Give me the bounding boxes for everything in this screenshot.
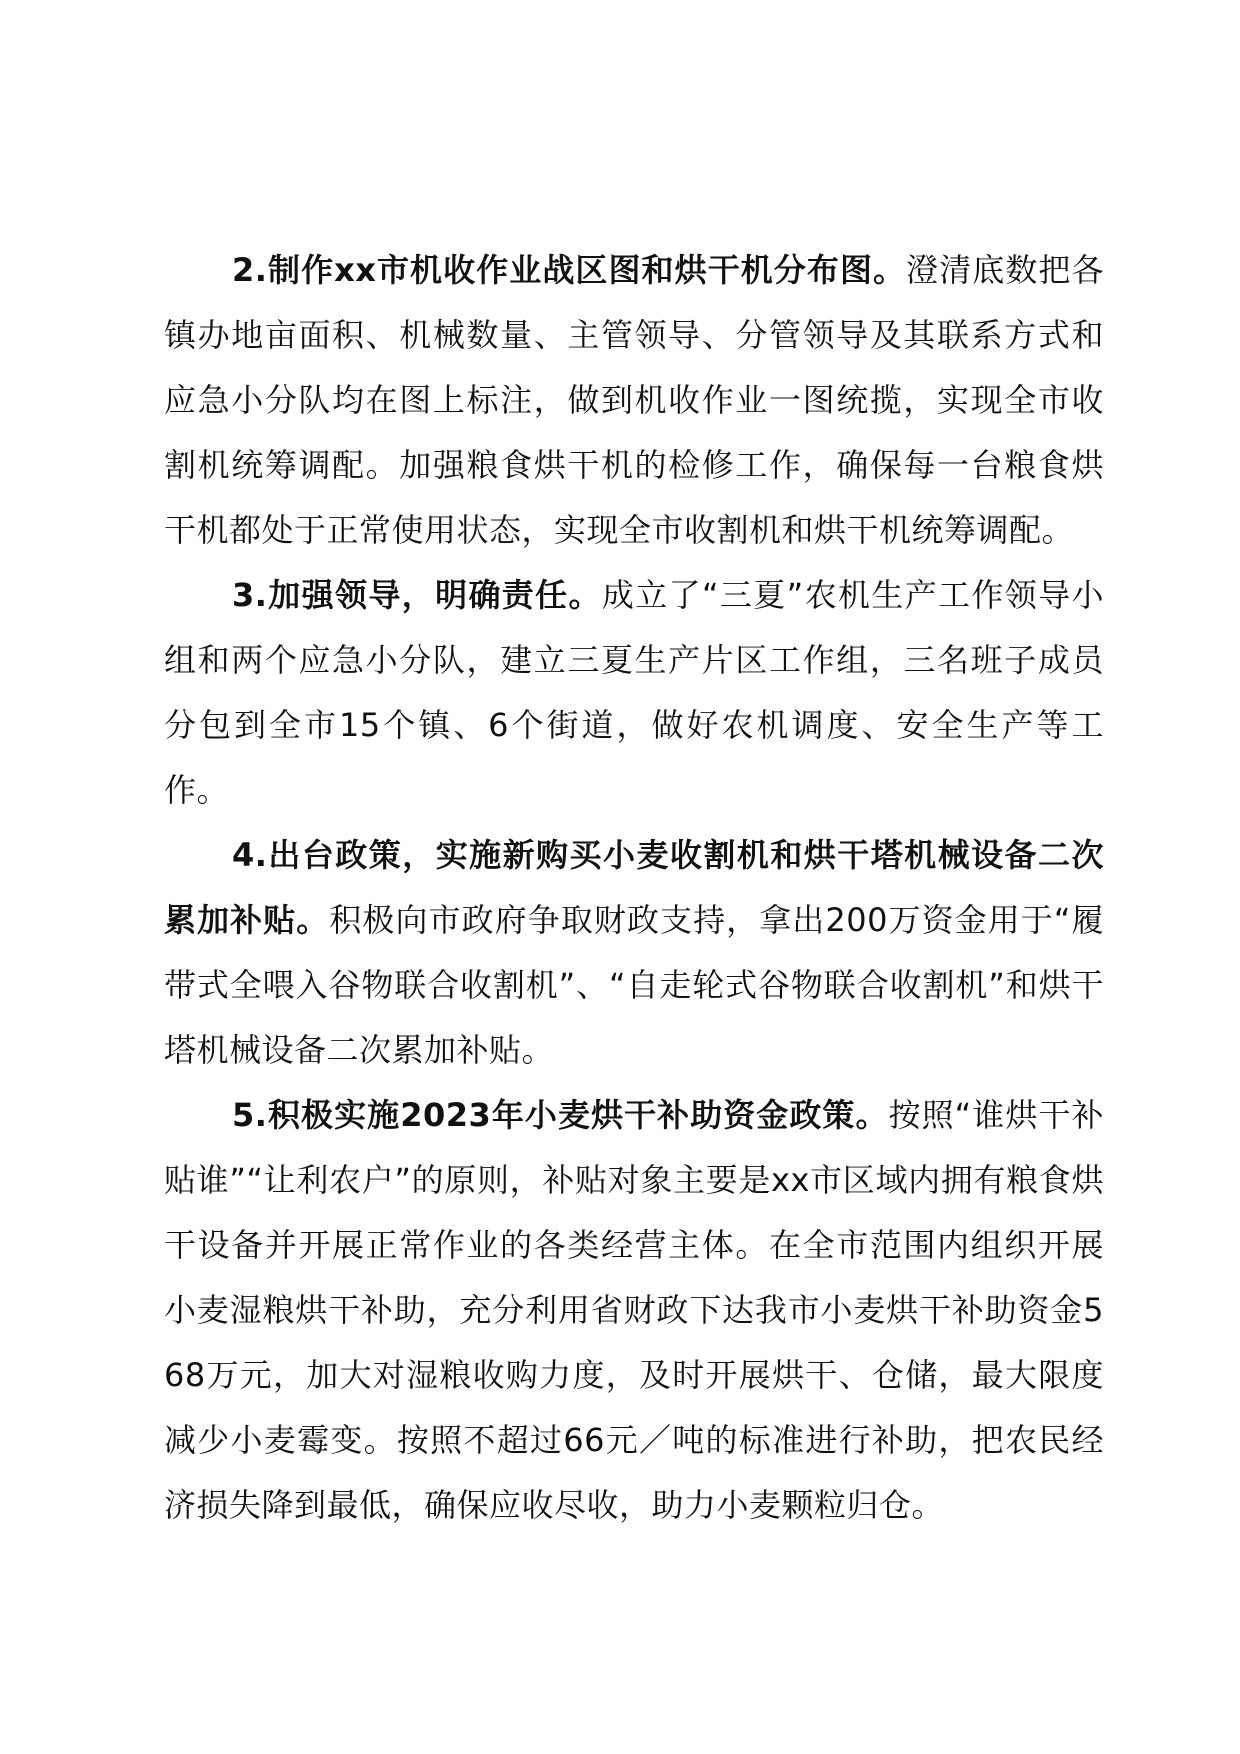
paragraph-text: 积极向市政府争取财政支持，拿出200万资金用于“履带式全喂入谷物联合收割机”、“自走轮式谷物联合收割机”和烘干塔机械设备二次累加补贴。	[164, 901, 1104, 1069]
paragraph-heading: 2.制作xx市机收作业战区图和烘干机分布图。	[232, 251, 907, 289]
paragraph-item-2	[164, 238, 1104, 563]
paragraph-text: 澄清底数把各镇办地亩面积、机械数量、主管领导、分管领导及其联系方式和应急小分队均在图上标注，做到机收作业一图统揽，实现全市收割机统筹调配。加强粮食烘干机的检修工作，确保每一台粮食烘干机都处于正常使用状态，实现全市收割机和烘干机统筹调配。	[164, 251, 1104, 549]
document-body	[164, 238, 1104, 1538]
paragraph-heading: 4.出台政策，实施新购买小麦收割机和烘干塔机械设备二次累加补贴。	[164, 836, 1104, 939]
paragraph-text: 成立了“三夏”农机生产工作领导小组和两个应急小分队，建立三夏生产片区工作组，三名班子成员分包到全市15个镇、6个街道，做好农机调度、安全生产等工作。	[164, 576, 1104, 809]
paragraph-text: 按照“谁烘干补贴谁”“让利农户”的原则，补贴对象主要是xx市区域内拥有粮食烘干设备并开展正常作业的各类经营主体。在全市范围内组织开展小麦湿粮烘干补助，充分利用省财政下达我市小麦烘干补助资金568万元，加大对湿粮收购力度，及时开展烘干、仓储，最大限度减少小麦霉变。按照不超过66元／吨的标准进行补助，把农民经济损失降到最低，确保应收尽收，助力小麦颗粒归仓。	[164, 1096, 1104, 1524]
paragraph-item-4	[164, 823, 1104, 1083]
paragraph-heading: 3.加强领导，明确责任。	[232, 576, 602, 614]
paragraph-heading: 5.积极实施2023年小麦烘干补助资金政策。	[232, 1096, 889, 1134]
paragraph-item-5	[164, 1083, 1104, 1538]
paragraph-item-3	[164, 563, 1104, 823]
